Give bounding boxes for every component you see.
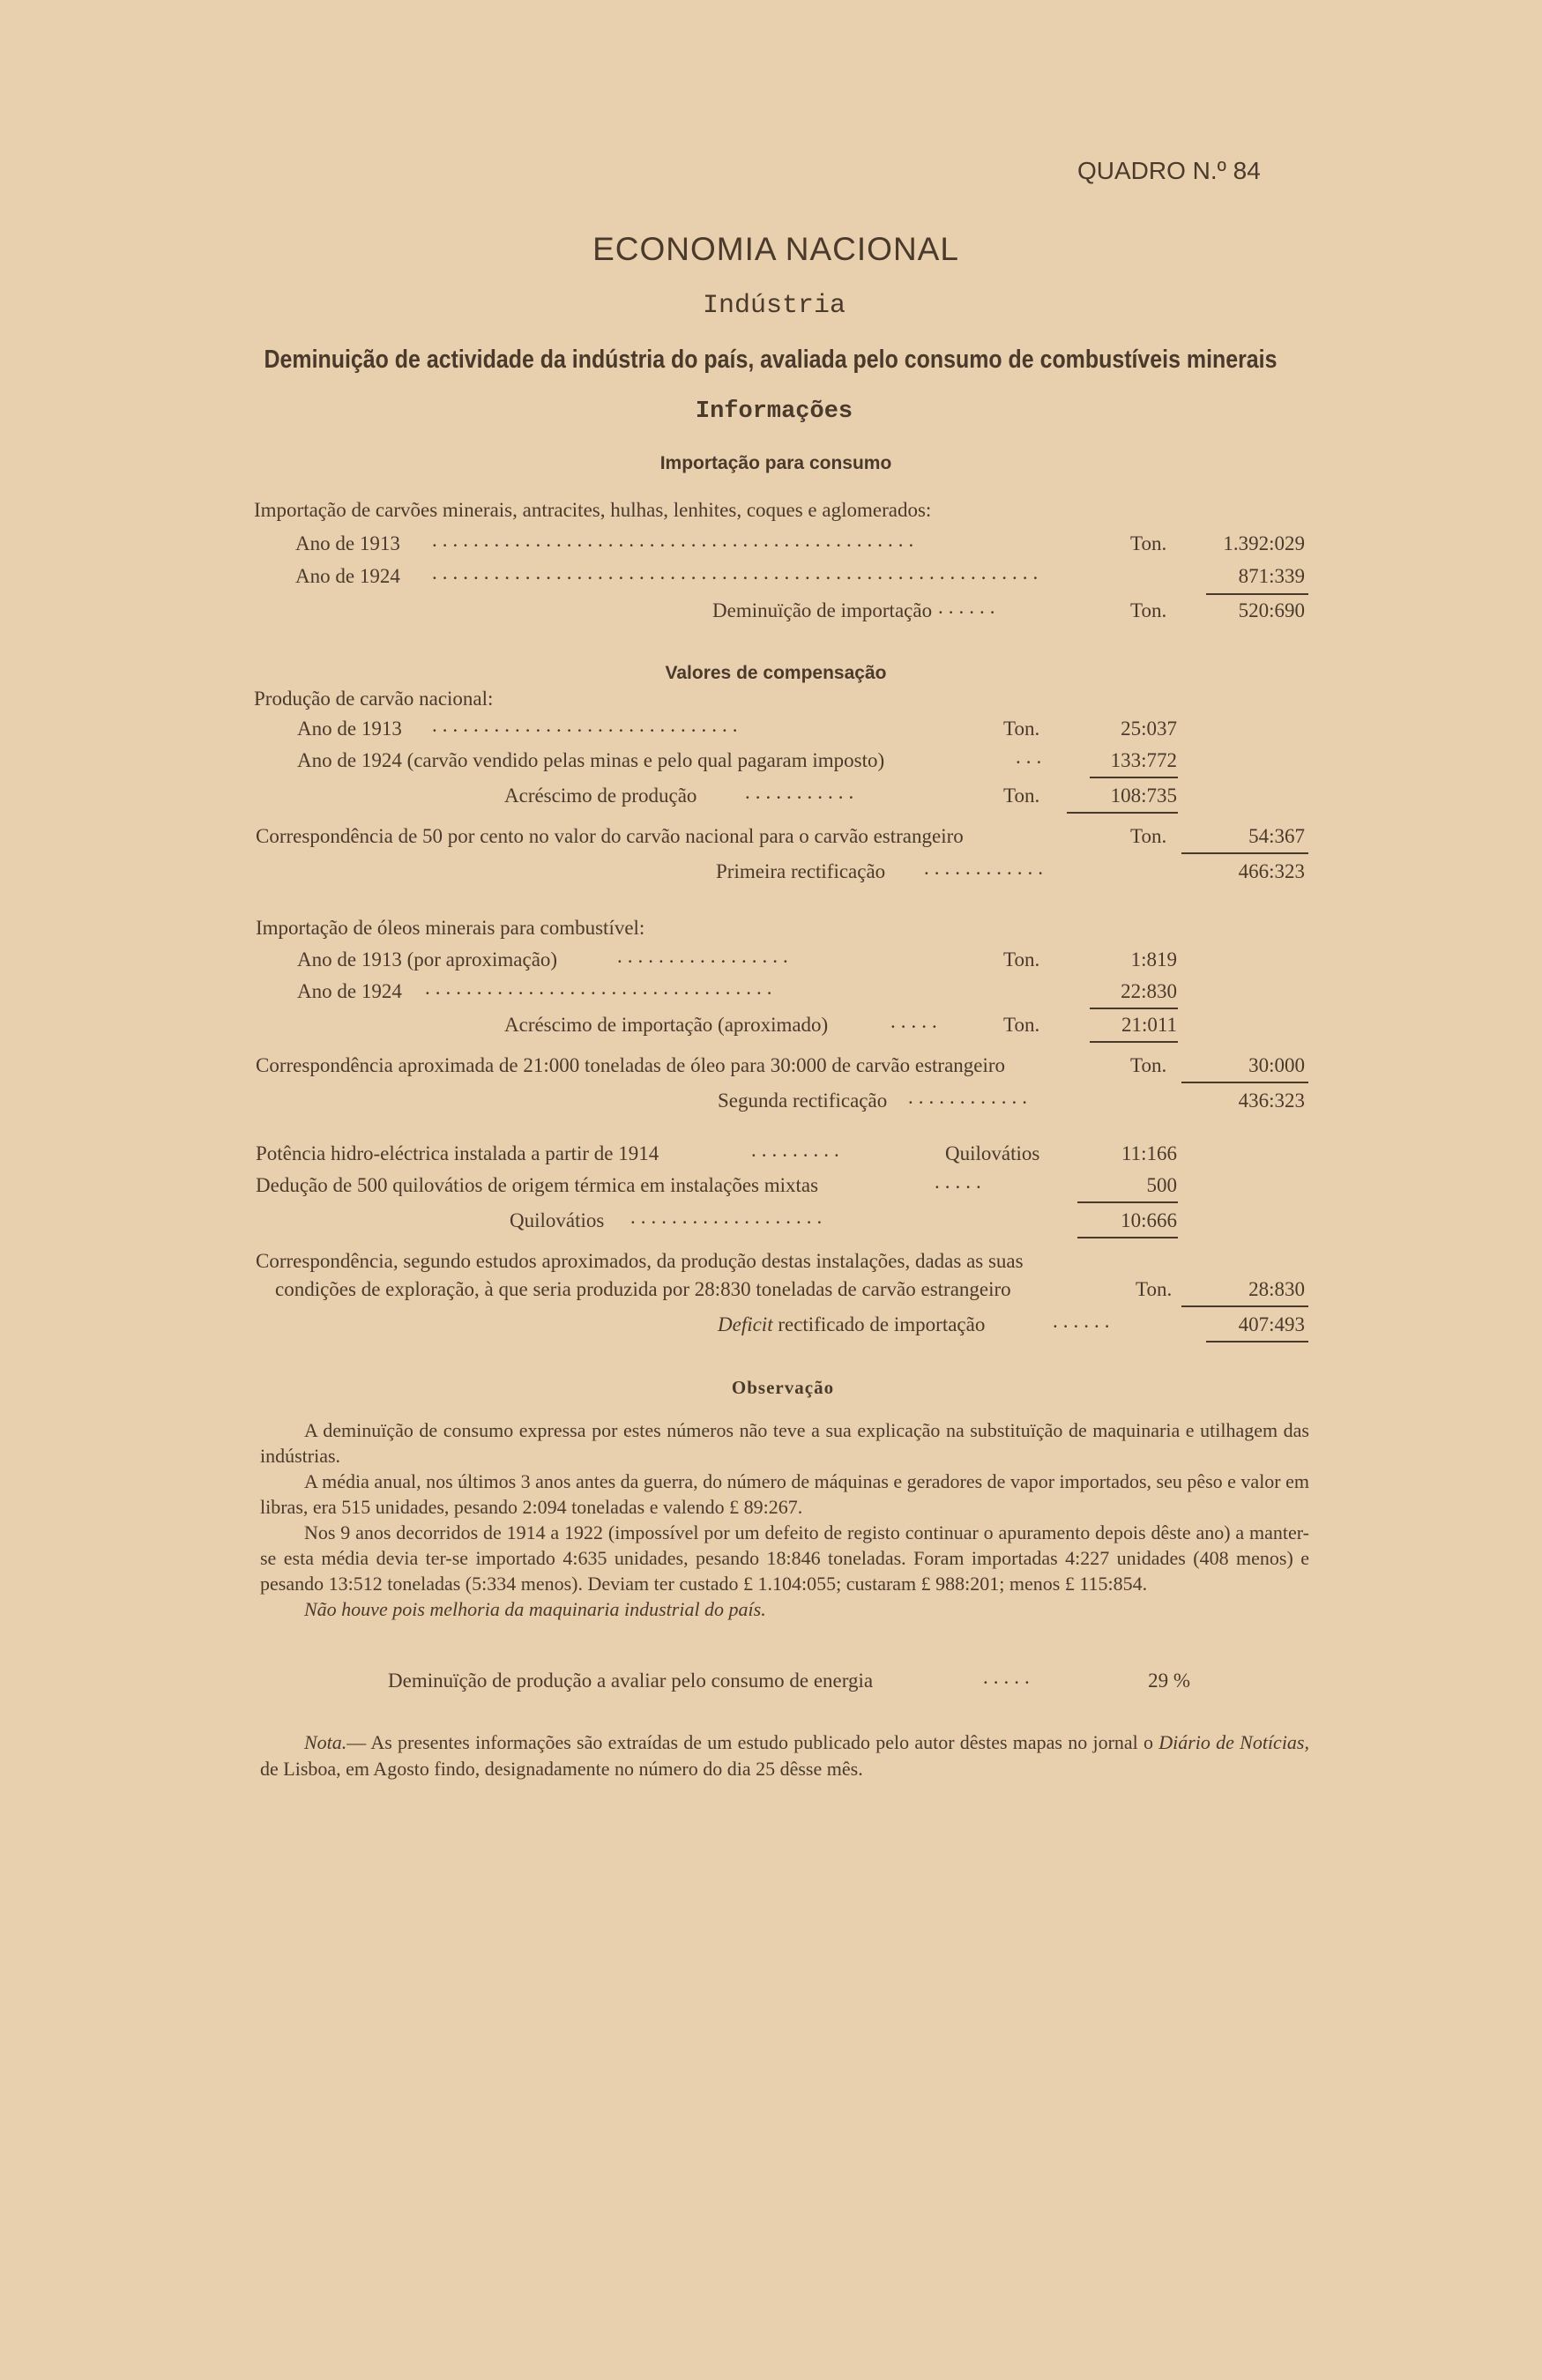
imp-diff-value: 520:690 [1238, 599, 1305, 621]
corresp-50-unit: Ton. [1130, 825, 1167, 847]
corresp-50-value: 54:367 [1248, 825, 1305, 847]
oleo-1924-label: Ano de 1924 [297, 980, 402, 1002]
observacao-paragraph-2: A média anual, nos últimos 3 anos antes da guerra, do número de máquinas e geradores de vapor importados, seu pêso e valor em libras, era 515 unidades, pesando 2:094 toneladas e valendo £ 89:267. [260, 1470, 1310, 1518]
corresp-estudos-line1: Correspondência, segundo estudos aproximados, da produção destas instalações, dadas as suas [256, 1250, 1024, 1272]
final-value: 29 % [1148, 1670, 1190, 1692]
rule [1077, 1201, 1178, 1203]
nota [260, 1729, 1309, 1782]
prod-acrescimo-value: 108:735 [1110, 785, 1177, 807]
rule [1181, 852, 1308, 854]
rule [1181, 1082, 1308, 1083]
oleo-acrescimo-unit: Ton. [1003, 1014, 1040, 1036]
corresp-estudos-unit: Ton. [1136, 1278, 1173, 1300]
nota-journal: Diário de Notícias, [1158, 1731, 1309, 1753]
page-subtitle: Indústria [702, 291, 846, 321]
rule [1090, 1041, 1178, 1043]
rule [1067, 812, 1178, 814]
oleo-corresp-label: Correspondência aproximada de 21:000 toneladas de óleo para 30:000 de carvão estrangeiro [256, 1054, 1006, 1076]
section-title-compensacao: Valores de compensação [665, 663, 887, 683]
imp-diff-unit: Ton. [1130, 599, 1167, 621]
prod-acrescimo-label: Acréscimo de produção [504, 785, 697, 807]
deficit-label: rectificado de importação [778, 1313, 986, 1335]
rule [1181, 1305, 1308, 1307]
prod-1924-value: 133:772 [1110, 749, 1177, 771]
observacao-paragraph-1: A deminuïção de consumo expressa por estes números não teve a sua explicação na substituïção de maquinaria e utilhagem das indústrias. [260, 1419, 1309, 1467]
imp-1913-unit: Ton. [1130, 532, 1167, 554]
oleo-corresp-unit: Ton. [1130, 1054, 1167, 1076]
nota-text-2: de Lisboa, em Agosto findo, designadamente no número do dia 25 dêsse mês. [260, 1758, 863, 1780]
prod-1913-label: Ano de 1913 [297, 718, 402, 740]
oleo-1924-value: 22:830 [1121, 980, 1177, 1002]
corresp-estudos-value: 28:830 [1248, 1278, 1305, 1300]
imp-diff-label: Deminuïção de importação [712, 599, 933, 621]
page-title: ECONOMIA NACIONAL [592, 231, 959, 267]
prod-acrescimo-unit: Ton. [1003, 785, 1040, 807]
nota-label: Nota. [304, 1731, 347, 1753]
main-heading: Deminuição de actividade da indústria do país, avaliada pelo consumo de combustíveis minerais [264, 346, 1278, 374]
potencia-label: Potência hidro-eléctrica instalada a partir de 1914 [256, 1142, 659, 1164]
final-label: Deminuïção de produção a avaliar pelo consumo de energia [388, 1670, 874, 1692]
corresp-50-label: Correspondência de 50 por cento no valor do carvão nacional para o carvão estrangeiro [256, 825, 964, 847]
oleo-1913-label: Ano de 1913 (por aproximação) [297, 948, 558, 971]
nota-text-1: — As presentes informações são extraídas de um estudo publicado pelo autor dêstes mapas no jornal o [346, 1731, 1154, 1753]
potencia-value: 11:166 [1121, 1142, 1177, 1164]
observacao-paragraph-3: Nos 9 anos decorridos de 1914 a 1922 (impossível por um defeito de registo continuar o apuramento depois dêste ano) a manter-se esta média devia ter-se importado 4:635 unidades, pesando 18:846 toneladas. Foram importadas 4:227 unidades (408 menos) e pesando 13:512 toneladas (5:334 menos). Deviam ter custado £ 1.104:055; custaram £ 988:201; menos £ 115:854. [260, 1521, 1309, 1595]
observacao-body [260, 1417, 1309, 1622]
prod-1913-unit: Ton. [1003, 718, 1040, 740]
deducao-label: Dedução de 500 quilovátios de origem térmica em instalações mixtas [256, 1174, 819, 1196]
imp-1913-label: Ano de 1913 [295, 532, 400, 554]
deducao-value: 500 [1146, 1174, 1177, 1196]
table-number: QUADRO N.º 84 [1077, 157, 1261, 184]
rule [1077, 1237, 1178, 1238]
oleo-1913-unit: Ton. [1003, 948, 1040, 971]
prod-1913-value: 25:037 [1121, 718, 1177, 740]
importacao-intro: Importação de carvões minerais, antracites, hulhas, lenhites, coques e aglomerados: [254, 499, 932, 521]
quilovatios-value: 10:666 [1121, 1209, 1177, 1231]
oleo-acrescimo-value: 21:011 [1121, 1014, 1177, 1036]
oleos-intro: Importação de óleos minerais para combustível: [256, 917, 645, 939]
oleo-corresp-value: 30:000 [1248, 1054, 1305, 1076]
imp-1913-value: 1.392:029 [1223, 532, 1305, 554]
primeira-value: 466:323 [1238, 860, 1305, 882]
rule [1090, 1008, 1178, 1009]
rule [1090, 777, 1178, 778]
producao-intro: Produção de carvão nacional: [254, 688, 494, 710]
oleo-1913-value: 1:819 [1130, 948, 1177, 971]
imp-1924-label: Ano de 1924 [295, 565, 400, 587]
section-title-importacao: Importação para consumo [659, 453, 892, 473]
deficit-value: 407:493 [1238, 1313, 1305, 1335]
primeira-label: Primeira rectificação [716, 860, 886, 882]
imp-1924-value: 871:339 [1238, 565, 1305, 587]
rule [1206, 593, 1308, 595]
potencia-unit: Quilovátios [945, 1142, 1040, 1164]
rule [1206, 1341, 1308, 1342]
observacao-title: Observação [731, 1377, 835, 1398]
prod-1924-label: Ano de 1924 (carvão vendido pelas minas e pelo qual pagaram imposto) [297, 749, 885, 771]
segunda-value: 436:323 [1238, 1090, 1305, 1112]
observacao-paragraph-4: Não houve pois melhoria da maquinaria industrial do país. [304, 1598, 766, 1620]
oleo-acrescimo-label: Acréscimo de importação (aproximado) [504, 1014, 829, 1036]
deficit-word: Deficit [718, 1313, 773, 1335]
informacoes-heading: Informações [695, 398, 853, 425]
quilovatios-label: Quilovátios [510, 1209, 605, 1231]
segunda-label: Segunda rectificação [718, 1090, 888, 1112]
corresp-estudos-line2: condições de exploração, à que seria produzida por 28:830 toneladas de carvão estrangeiro [275, 1278, 1011, 1300]
